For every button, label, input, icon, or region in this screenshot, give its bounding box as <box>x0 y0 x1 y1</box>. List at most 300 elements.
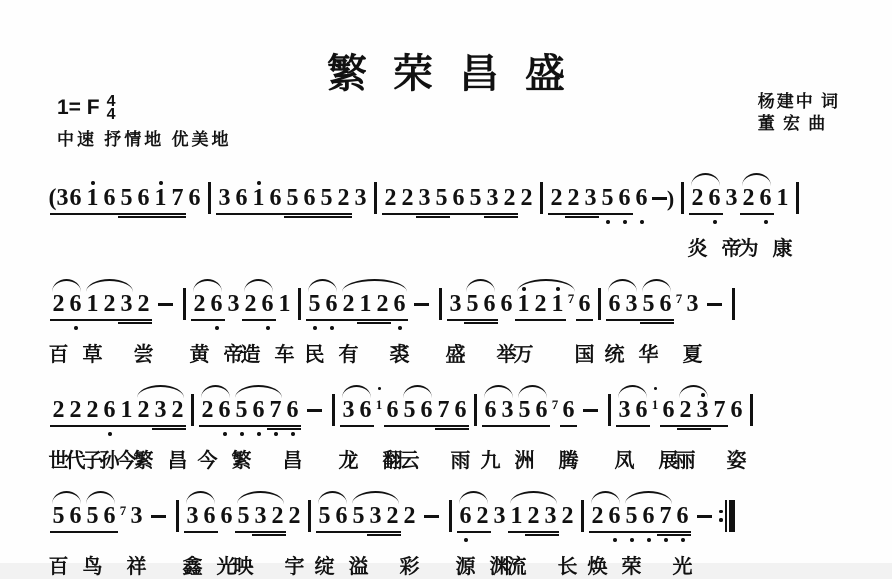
note-digit: 6 <box>635 185 648 211</box>
note-digit: 2 <box>384 185 397 211</box>
beam-underline <box>433 213 450 215</box>
lyric-char: 繁 <box>231 448 252 472</box>
beam-underline <box>450 213 467 215</box>
note <box>484 179 501 258</box>
note <box>318 179 335 258</box>
note-digit: 3 <box>493 503 506 529</box>
song-title: 繁荣昌盛 <box>327 50 591 97</box>
beam-underline <box>542 531 559 533</box>
note-digit: 2 <box>103 291 116 317</box>
beam-underline <box>532 319 549 321</box>
note-digit: 6 <box>730 397 743 423</box>
beam-underline <box>633 425 650 427</box>
note-digit: 3 <box>154 397 167 423</box>
note-digit: 6 <box>103 503 116 529</box>
octave-dot-below <box>108 432 112 436</box>
note-digit: 6 <box>218 397 231 423</box>
lyric-char: 昌 <box>282 448 303 472</box>
lyric-char: 万 <box>513 342 534 366</box>
note <box>418 391 435 470</box>
note-digit: 3 <box>686 291 699 317</box>
beam-underline <box>242 319 259 321</box>
note <box>532 285 549 364</box>
beam-underline <box>67 213 84 215</box>
beam-underline <box>118 425 135 427</box>
note <box>284 179 301 258</box>
note-digit: 5 <box>435 185 448 211</box>
lyric-char: 帝 <box>223 342 244 366</box>
lyric-char: 源 <box>455 554 476 578</box>
note <box>357 391 374 470</box>
beam-underline <box>84 213 101 215</box>
beam-underline <box>216 425 233 427</box>
lyric-char: 光 <box>216 554 237 578</box>
note <box>267 179 284 258</box>
lyric-char: 光 <box>672 554 693 578</box>
beam-underline <box>452 428 469 430</box>
note <box>135 391 152 470</box>
lyric-char: 帝 <box>721 236 742 260</box>
lyric-char: 子 <box>82 448 103 472</box>
beam-underline <box>118 213 135 215</box>
note <box>201 497 218 576</box>
beam-underline <box>452 425 469 427</box>
beam-underline <box>101 531 118 533</box>
beam-underline <box>184 531 201 533</box>
note-digit: 6 <box>69 503 82 529</box>
beam-underline <box>250 213 267 215</box>
beam-underline <box>267 425 284 427</box>
lyric-char: 百 <box>48 342 69 366</box>
note <box>498 285 515 364</box>
beam-underline <box>323 319 340 321</box>
note <box>118 179 135 258</box>
note <box>301 179 318 258</box>
beam-underline <box>235 531 252 533</box>
note <box>589 497 606 576</box>
beam-underline <box>501 213 518 215</box>
beam-underline <box>740 213 757 215</box>
note <box>152 179 169 258</box>
lyric-char: 今 <box>116 448 137 472</box>
beam-underline <box>101 213 118 215</box>
note-digit: 3 <box>130 503 143 529</box>
note <box>67 285 84 364</box>
note <box>128 497 145 576</box>
beam-underline <box>267 213 284 215</box>
beam-underline <box>252 531 269 533</box>
note-digit: 2 <box>69 397 82 423</box>
beam-underline <box>50 319 67 321</box>
note <box>259 285 276 364</box>
score <box>0 165 892 576</box>
note-digit: 3 <box>544 503 557 529</box>
note-digit: 6 <box>452 185 465 211</box>
note <box>340 391 357 470</box>
lyric-char: 翻 <box>382 448 403 472</box>
duration-dash <box>701 285 727 364</box>
note <box>491 497 508 576</box>
note <box>306 285 323 364</box>
beam-underline <box>191 319 208 321</box>
note-digit: 2 <box>561 503 574 529</box>
beam-underline <box>84 425 101 427</box>
beam-underline <box>340 319 357 321</box>
beam-underline <box>525 534 542 536</box>
note <box>774 179 791 258</box>
note <box>433 179 450 258</box>
barline <box>203 179 216 258</box>
beam-underline <box>152 216 169 218</box>
note-digit: 6 <box>676 503 689 529</box>
beam-underline <box>623 531 640 533</box>
note-digit: 5 <box>320 185 333 211</box>
beam-underline <box>657 319 674 321</box>
note <box>184 497 201 576</box>
beam-underline <box>484 213 501 215</box>
beam-underline <box>306 319 323 321</box>
music-line <box>50 179 862 258</box>
note <box>452 391 469 470</box>
barline <box>535 179 548 258</box>
note <box>374 285 391 364</box>
beam-underline <box>340 425 357 427</box>
note-digit: 3 <box>584 185 597 211</box>
note-digit: 5 <box>86 503 99 529</box>
note <box>542 497 559 576</box>
note <box>467 179 484 258</box>
note <box>474 497 491 576</box>
beam-underline <box>433 216 450 218</box>
beam-underline <box>84 319 101 321</box>
octave-dot-below <box>398 326 402 330</box>
note <box>391 285 408 364</box>
note-digit: 2 <box>52 291 65 317</box>
lyric-char: 长 <box>557 554 578 578</box>
lyric-char: 雨 <box>450 448 471 472</box>
note <box>677 391 694 470</box>
beam-underline <box>233 213 250 215</box>
beam-underline <box>757 213 774 215</box>
note-digit: 6 <box>459 503 472 529</box>
duration-dash <box>418 497 444 576</box>
note <box>118 285 135 364</box>
note <box>335 179 352 258</box>
note <box>250 391 267 470</box>
music-line <box>50 497 862 576</box>
note-digit: 6 <box>203 503 216 529</box>
note <box>606 497 623 576</box>
beam-underline <box>50 213 67 215</box>
beam-underline <box>333 531 350 533</box>
note <box>706 179 723 258</box>
beam-underline <box>357 319 374 321</box>
time-signature-top: 4 <box>106 93 116 110</box>
note <box>384 497 401 576</box>
note <box>233 391 250 470</box>
beam-underline <box>84 531 101 533</box>
music-line <box>50 285 862 364</box>
duration-dash: ) <box>650 179 676 258</box>
note-digit: 2 <box>271 503 284 529</box>
octave-dot-below <box>291 432 295 436</box>
beam-underline <box>548 213 565 215</box>
octave-dot-below <box>764 220 768 224</box>
note <box>684 285 701 364</box>
note <box>84 391 101 470</box>
note <box>548 179 565 258</box>
octave-dot-below <box>647 538 651 542</box>
beam-underline <box>623 319 640 321</box>
note-digit: 6 <box>662 397 675 423</box>
beam-underline <box>706 213 723 215</box>
note <box>286 497 303 576</box>
lyric-char: 百 <box>48 554 69 578</box>
lyric-char: 华 <box>638 342 659 366</box>
note-digit: 2 <box>591 503 604 529</box>
beam-underline <box>118 319 135 321</box>
note-digit: 5 <box>237 503 250 529</box>
beam-underline <box>606 531 623 533</box>
note <box>118 391 135 470</box>
beam-underline <box>135 319 152 321</box>
octave-dot-above <box>654 387 657 390</box>
beam-underline <box>447 319 464 321</box>
beam-underline <box>350 531 367 533</box>
beam-underline <box>301 213 318 215</box>
beam-underline <box>582 216 599 218</box>
beam-underline <box>501 216 518 218</box>
note <box>216 391 233 470</box>
note <box>225 285 242 364</box>
note-digit: 2 <box>534 291 547 317</box>
beam-underline <box>657 531 674 533</box>
lyric-char: 祥 <box>126 554 147 578</box>
octave-dot-below <box>623 220 627 224</box>
note <box>559 497 576 576</box>
note-digit: 6 <box>210 291 223 317</box>
note-digit: 5 <box>625 503 638 529</box>
note-digit: 6 <box>220 503 233 529</box>
beam-underline <box>267 428 284 430</box>
beam-underline <box>357 322 374 324</box>
lyric-char: 龙 <box>338 448 359 472</box>
beam-underline <box>169 425 186 427</box>
note-digit: 2 <box>342 291 355 317</box>
beam-underline <box>301 216 318 218</box>
note-digit: (3 <box>48 185 69 211</box>
beam-underline <box>482 425 499 427</box>
duration-dash <box>408 285 434 364</box>
note-digit: 6 <box>69 291 82 317</box>
note-digit: 6 <box>359 397 372 423</box>
barline <box>369 179 382 258</box>
note <box>616 179 633 258</box>
beam-underline <box>677 428 694 430</box>
beam-underline <box>435 428 452 430</box>
beam-underline <box>252 534 269 536</box>
octave-dot-below <box>274 432 278 436</box>
note-digit: 2 <box>137 291 150 317</box>
note <box>711 391 728 470</box>
lyric-char: 鑫 <box>182 554 203 578</box>
note <box>447 285 464 364</box>
note <box>169 179 186 258</box>
note <box>216 179 233 258</box>
beam-underline <box>284 425 301 427</box>
barline <box>791 179 804 258</box>
note-digit: 3 <box>218 185 231 211</box>
beam-underline <box>284 216 301 218</box>
note <box>623 285 640 364</box>
note-digit: 6 <box>393 291 406 317</box>
beam-underline <box>711 425 728 427</box>
note-digit: 6 <box>420 397 433 423</box>
note <box>284 391 301 470</box>
note <box>482 391 499 470</box>
note <box>565 179 582 258</box>
note-digit: 6 <box>759 185 772 211</box>
beam-underline <box>118 322 135 324</box>
note-digit: 6 <box>635 397 648 423</box>
note <box>599 179 616 258</box>
note <box>67 179 84 258</box>
beam-underline <box>135 322 152 324</box>
note <box>101 497 118 576</box>
note-digit: 7 <box>713 397 726 423</box>
note <box>252 497 269 576</box>
note <box>757 179 774 258</box>
note-digit: 6 <box>286 397 299 423</box>
note <box>694 391 711 470</box>
note-digit: 1 <box>359 291 372 317</box>
note-digit: 6 <box>608 291 621 317</box>
note-digit: 1 <box>86 291 99 317</box>
note <box>50 285 67 364</box>
note <box>674 497 691 576</box>
beam-underline <box>384 534 401 536</box>
note-digit: 2 <box>503 185 516 211</box>
beam-underline <box>560 425 577 427</box>
note <box>152 391 169 470</box>
credits <box>758 91 840 135</box>
note-digit: 6 <box>137 185 150 211</box>
note <box>269 497 286 576</box>
note-digit: 6 <box>483 291 496 317</box>
beam-underline <box>533 425 550 427</box>
octave-dot-below <box>640 220 644 224</box>
beam-underline <box>367 534 384 536</box>
note-digit: 6 <box>235 185 248 211</box>
note-digit: 7 <box>659 503 672 529</box>
octave-dot-below <box>240 432 244 436</box>
octave-dot-above <box>378 387 381 390</box>
lyric-char: 炎 <box>687 236 708 260</box>
beam-underline <box>382 213 399 215</box>
note-digit: 3 <box>186 503 199 529</box>
note-digit: 1 <box>252 185 265 211</box>
beam-underline <box>118 216 135 218</box>
beam-underline <box>549 319 566 321</box>
note <box>276 285 293 364</box>
beam-underline <box>101 425 118 427</box>
lyric-char: 裘 <box>389 342 410 366</box>
lyric-char: 流 <box>506 554 527 578</box>
beam-underline <box>199 425 216 427</box>
beam-underline <box>101 319 118 321</box>
note-digit: 6 <box>103 397 116 423</box>
lyric-char: 丽 <box>675 448 696 472</box>
note-digit: 2 <box>550 185 563 211</box>
lyric-char: 凤 <box>614 448 635 472</box>
beam-underline <box>640 531 657 533</box>
note <box>499 391 516 470</box>
time-signature-bottom: 4 <box>106 106 116 123</box>
beam-underline <box>367 531 384 533</box>
lyric-char: 统 <box>604 342 625 366</box>
note <box>84 285 101 364</box>
note-digit: 6 <box>659 291 672 317</box>
note-digit: 2 <box>476 503 489 529</box>
beam-underline <box>269 534 286 536</box>
note-digit: 6 <box>325 291 338 317</box>
composer-credit: 董 宏 曲 <box>757 114 828 133</box>
lyric-char: 有 <box>338 342 359 366</box>
lyric-char: 国 <box>574 342 595 366</box>
octave-dot-below <box>223 432 227 436</box>
lyric-char: 车 <box>274 342 295 366</box>
lyric-char: 夏 <box>682 342 703 366</box>
note <box>50 497 67 576</box>
lyric-char: 尝 <box>133 342 154 366</box>
lyric-char: 黄 <box>189 342 210 366</box>
note <box>235 497 252 576</box>
note <box>101 391 118 470</box>
note-digit: 7 <box>269 397 282 423</box>
beam-underline <box>250 425 267 427</box>
beam-underline <box>457 531 474 533</box>
beam-underline <box>316 531 333 533</box>
note <box>723 179 740 258</box>
beam-underline <box>418 425 435 427</box>
beam-underline <box>576 319 593 321</box>
beam-underline <box>318 213 335 215</box>
note-digit: 5 <box>518 397 531 423</box>
beam-underline <box>67 319 84 321</box>
note-digit: 7 <box>567 291 575 306</box>
note-digit: 5 <box>642 291 655 317</box>
beam-underline <box>606 319 623 321</box>
note <box>84 497 101 576</box>
note <box>633 391 650 470</box>
beam-underline <box>499 425 516 427</box>
beam-underline <box>135 213 152 215</box>
note-digit: 3 <box>418 185 431 211</box>
beam-underline <box>674 531 691 533</box>
note <box>525 497 542 576</box>
note-digit: 2 <box>742 185 755 211</box>
note-digit: 5 <box>466 291 479 317</box>
lyric-char: 昌 <box>167 448 188 472</box>
note <box>382 179 399 258</box>
note-digit: 3 <box>725 185 738 211</box>
note <box>518 179 535 258</box>
duration-dash <box>577 391 603 470</box>
beam-underline <box>169 216 186 218</box>
beam-underline <box>616 213 633 215</box>
note <box>435 391 452 470</box>
note-digit: 2 <box>679 397 692 423</box>
